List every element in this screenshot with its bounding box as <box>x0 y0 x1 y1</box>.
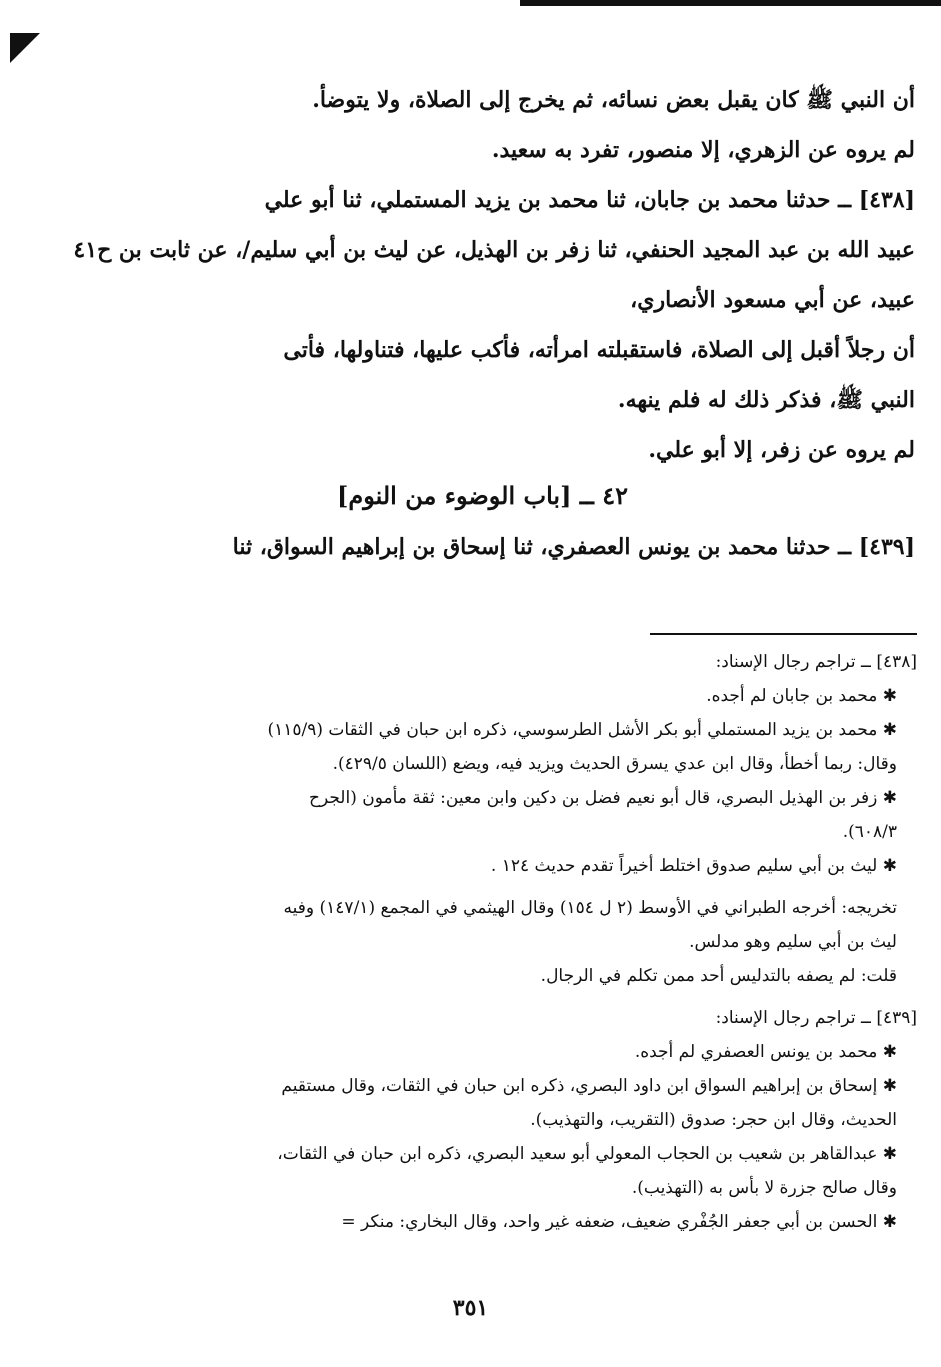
footnotes <box>105 645 917 1239</box>
footnote-438-takhrij-b: ليث بن أبي سليم وهو مدلس. <box>689 932 897 952</box>
footnote-439-item-2b: الحديث، وقال ابن حجر: صدوق (التقريب، والتهذيب). <box>530 1110 897 1130</box>
footnote-439-heading: [٤٣٩] ــ تراجم رجال الإسناد: <box>715 1008 917 1028</box>
footnote-439-item-2a: ✱ إسحاق بن إبراهيم السواق ابن داود البصري، ذكره ابن حبان في الثقات، وقال مستقيم <box>281 1076 897 1096</box>
main-text <box>50 75 915 572</box>
footnote-438-heading: [٤٣٨] ــ تراجم رجال الإسناد: <box>715 652 917 672</box>
footnote-438-item-2b: وقال: ربما أخطأ، وقال ابن عدي يسرق الحديث ويزيد فيه، ويضع (اللسان ٤٢٩/٥). <box>332 754 897 774</box>
main-paragraph-2: لم يروه عن الزهري، إلا منصور، تفرد به سعيد. <box>491 137 915 163</box>
corner-triangle-mark <box>10 33 40 63</box>
footnote-438-item-4: ✱ ليث بن أبي سليم صدوق اختلط أخيراً تقدم حديث ١٢٤ . <box>490 856 897 876</box>
hadith-438-line-1: [٤٣٨] ــ حدثنا محمد بن جابان، ثنا محمد بن يزيد المستملي، ثنا أبو علي <box>264 187 915 213</box>
main-paragraph-1: أن النبي ﷺ كان يقبل بعض نسائه، ثم يخرج إلى الصلاة، ولا يتوضأ. <box>312 87 915 113</box>
footnote-438-takhrij-a: تخريجه: أخرجه الطبراني في الأوسط (٢ ل ١٥٤) وقال الهيثمي في المجمع (١٤٧/١) وفيه <box>283 898 897 918</box>
footnote-438-item-3a: ✱ زفر بن الهذيل البصري، قال أبو نعيم فضل بن دكين وابن معين: ثقة مأمون (الجرح <box>308 788 897 808</box>
hadith-438-matn-line-1: أن رجلاً أقبل إلى الصلاة، فاستقبلته امرأته، فأكب عليها، فتناولها، فأتى <box>283 337 915 363</box>
footnote-438-item-1: ✱ محمد بن جابان لم أجده. <box>706 686 897 706</box>
footnote-438-comment: قلت: لم يصفه بالتدليس أحد ممن تكلم في الرجال. <box>540 966 897 986</box>
top-border-line <box>520 0 941 6</box>
hadith-438-line-2: عبيد الله بن عبد المجيد الحنفي، ثنا زفر بن الهذيل، عن ليث بن أبي سليم/، عن ثابت بن ح٤١ <box>73 237 915 263</box>
hadith-438-matn-line-2: النبي ﷺ، فذكر ذلك له فلم ينهه. <box>617 387 915 413</box>
footnote-439-item-3a: ✱ عبدالقاهر بن شعيب بن الحجاب المعولي أبو سعيد البصري، ذكره ابن حبان في الثقات، <box>277 1144 897 1164</box>
footnote-439-item-3b: وقال صالح جزرة لا بأس به (التهذيب). <box>631 1178 897 1198</box>
hadith-438-note: لم يروه عن زفر، إلا أبو علي. <box>648 437 915 463</box>
footnote-438-item-2a: ✱ محمد بن يزيد المستملي أبو بكر الأشل الطرسوسي، ذكره ابن حبان في الثقات (١١٥/٩) <box>267 720 897 740</box>
chapter-heading: ٤٢ ــ [باب الوضوء من النوم] <box>337 481 628 510</box>
hadith-439-line-1: [٤٣٩] ــ حدثنا محمد بن يونس العصفري، ثنا إسحاق بن إبراهيم السواق، ثنا <box>232 534 915 560</box>
hadith-438-line-3: عبيد، عن أبي مسعود الأنصاري، <box>630 287 915 313</box>
page-number: ٣٥١ <box>452 1295 489 1321</box>
footnote-438-item-3b: ٦٠٨/٣). <box>842 822 897 842</box>
footnote-439-item-1: ✱ محمد بن يونس العصفري لم أجده. <box>634 1042 897 1062</box>
footnote-439-item-4: ✱ الحسن بن أبي جعفر الجُفْري ضعيف، ضعفه غير واحد، وقال البخاري: منكر = <box>341 1212 897 1232</box>
footnote-separator <box>650 633 917 635</box>
